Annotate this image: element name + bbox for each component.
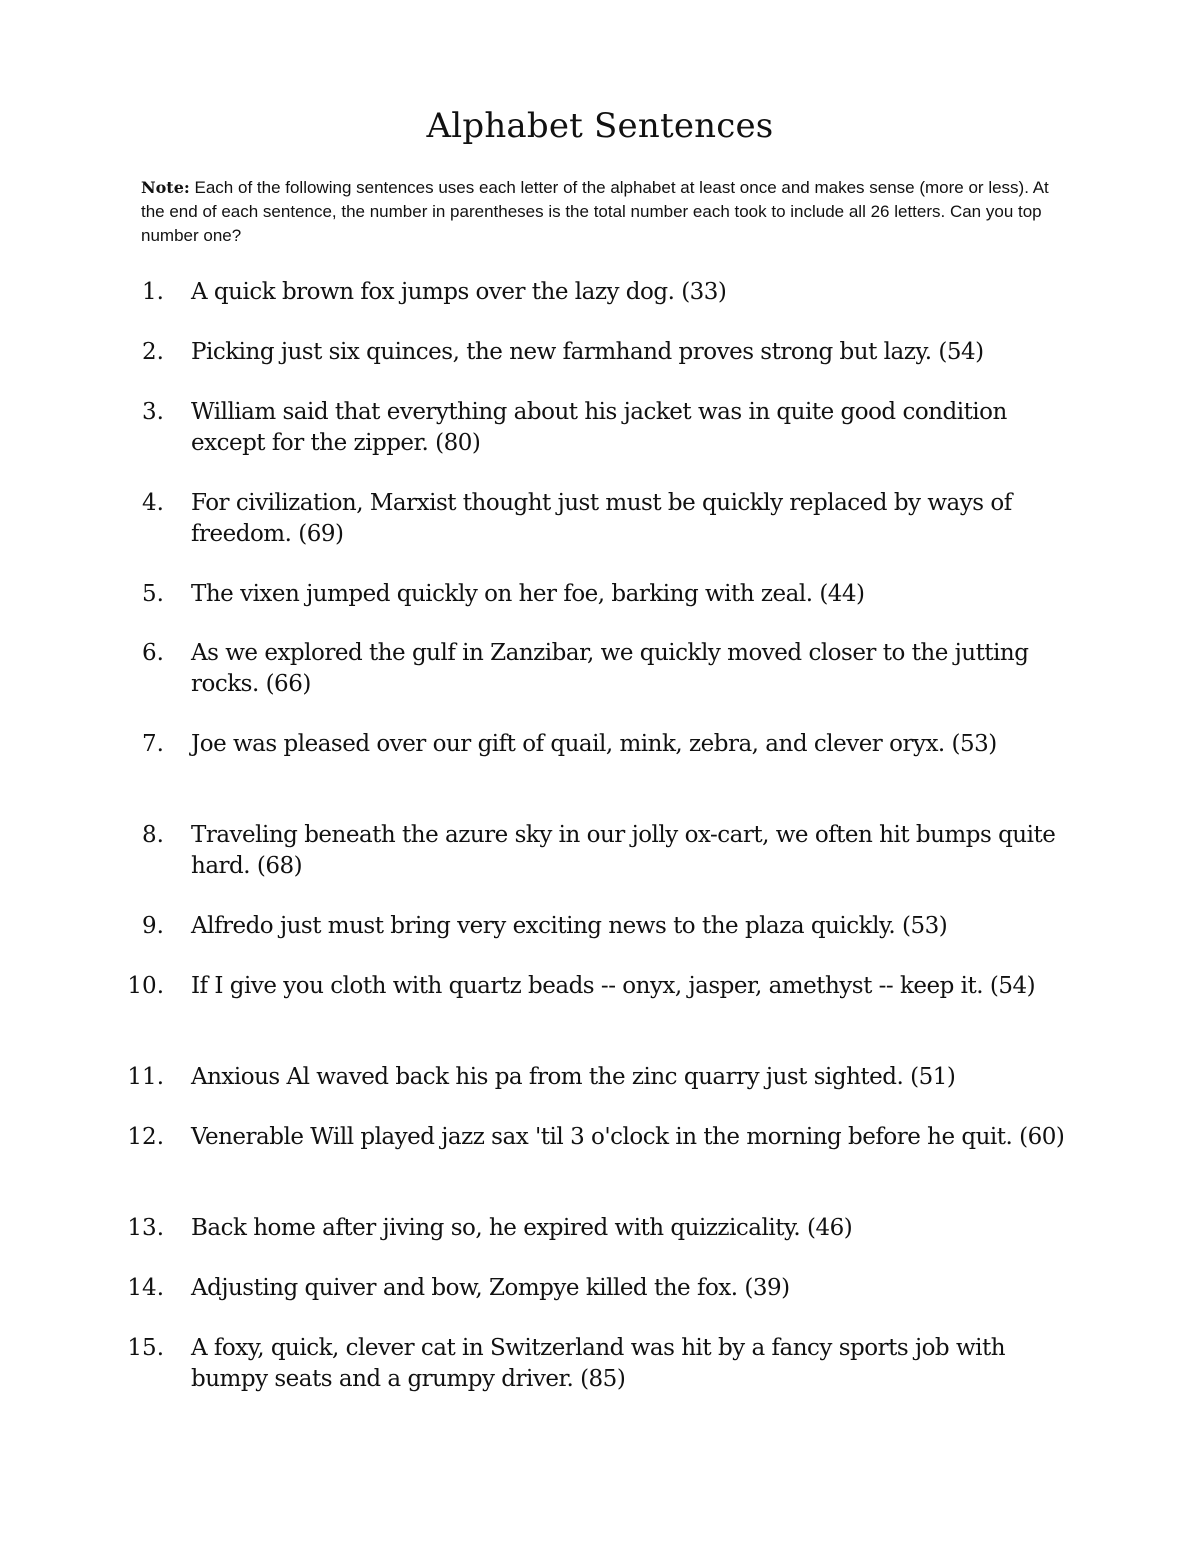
item-number: 6.	[142, 640, 164, 666]
note-text: Each of the following sentences uses each letter of the alphabet at least once and makes sense (more or less). At the end of each sentence, the number in parentheses is the total number each took to include all 26 letters. Can you top number one?	[141, 178, 1049, 245]
item-text: Adjusting quiver and bow, Zompye killed the fox. (39)	[191, 1275, 790, 1301]
item-text: Joe was pleased over our gift of quail, mink, zebra, and clever oryx. (53)	[191, 731, 997, 757]
item-number: 1.	[142, 279, 164, 305]
item-number: 13.	[127, 1215, 164, 1241]
item-number: 15.	[127, 1335, 164, 1361]
item-text: A foxy, quick, clever cat in Switzerland was hit by a fancy sports job with bumpy seats and a grumpy driver. (85)	[191, 1335, 1006, 1392]
item-number: 12.	[127, 1124, 164, 1150]
item-text: If I give you cloth with quartz beads -- onyx, jasper, amethyst -- keep it. (54)	[191, 973, 1036, 999]
page-title: Alphabet Sentences	[426, 106, 774, 146]
item-number: 5.	[142, 581, 164, 607]
item-number: 10.	[127, 973, 164, 999]
item-text: Anxious Al waved back his pa from the zinc quarry just sighted. (51)	[191, 1064, 956, 1090]
item-number: 11.	[127, 1064, 164, 1090]
note-label: Note:	[141, 178, 190, 197]
item-text: A quick brown fox jumps over the lazy dog. (33)	[191, 279, 727, 305]
item-text: For civilization, Marxist thought just must be quickly replaced by ways of freedom. (69)	[191, 490, 1012, 547]
item-number: 2.	[142, 339, 164, 365]
item-text: As we explored the gulf in Zanzibar, we quickly moved closer to the jutting rocks. (66)	[191, 640, 1029, 697]
item-text: William said that everything about his jacket was in quite good condition except for the zipper. (80)	[191, 399, 1007, 456]
item-text: Alfredo just must bring very exciting news to the plaza quickly. (53)	[191, 913, 948, 939]
item-number: 4.	[142, 490, 164, 516]
item-text: The vixen jumped quickly on her foe, barking with zeal. (44)	[191, 581, 865, 607]
item-number: 7.	[142, 731, 164, 757]
item-text: Venerable Will played jazz sax 'til 3 o'clock in the morning before he quit. (60)	[191, 1124, 1065, 1150]
item-text: Picking just six quinces, the new farmhand proves strong but lazy. (54)	[191, 339, 984, 365]
item-text: Traveling beneath the azure sky in our jolly ox-cart, we often hit bumps quite hard. (68)	[191, 822, 1056, 879]
item-number: 14.	[127, 1275, 164, 1301]
item-text: Back home after jiving so, he expired with quizzicality. (46)	[191, 1215, 853, 1241]
item-number: 9.	[142, 913, 164, 939]
item-number: 3.	[142, 399, 164, 425]
item-number: 8.	[142, 822, 164, 848]
note-paragraph	[141, 176, 1051, 248]
